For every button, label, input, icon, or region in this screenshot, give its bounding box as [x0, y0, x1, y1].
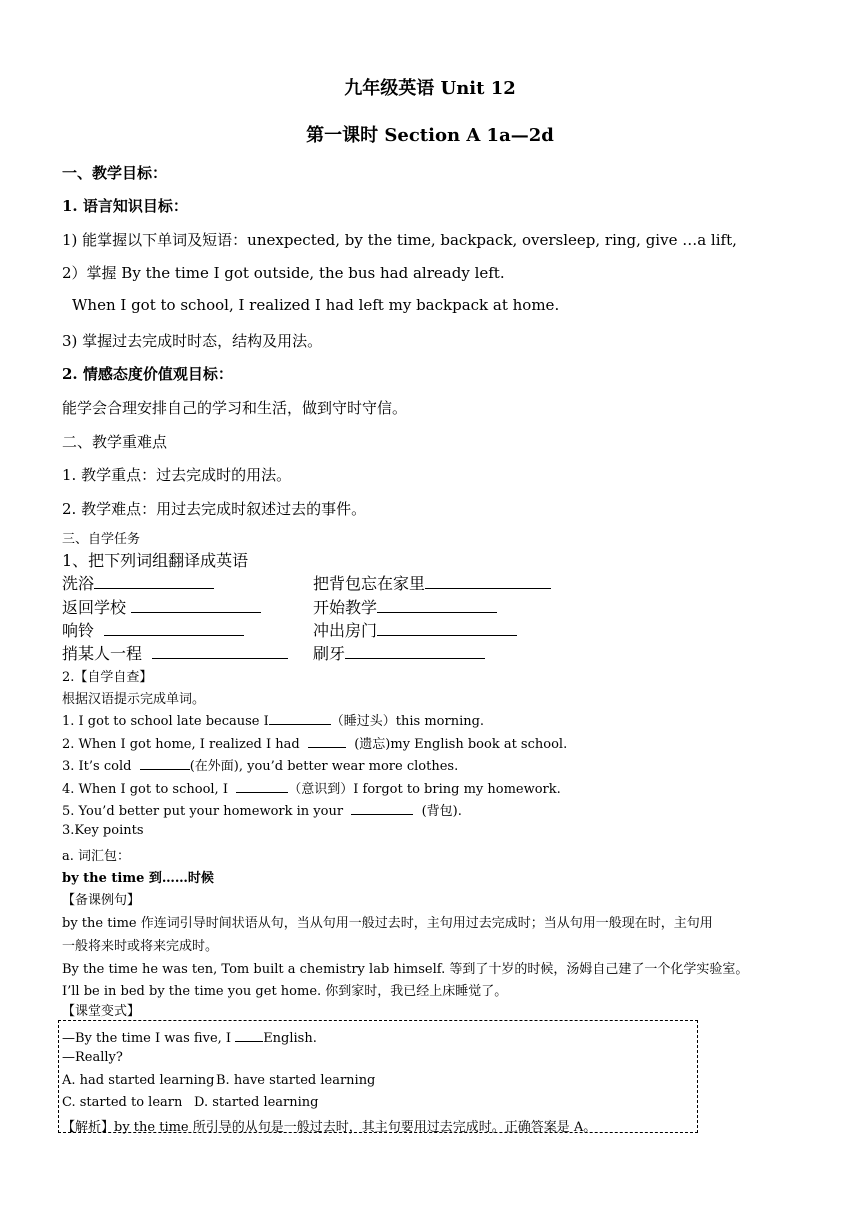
answer-blank[interactable]	[269, 710, 331, 725]
vocab-row	[62, 571, 214, 594]
section-heading-selfstudy: 三、自学任务	[62, 532, 141, 547]
vocab-term: 返回学校	[62, 598, 127, 617]
vocab-row	[62, 618, 244, 641]
question-text: 1. I got to school late because I	[62, 714, 269, 729]
question-text: (背包).	[421, 804, 462, 819]
page-subtitle: 第一课时 Section A 1a—2d	[306, 125, 554, 146]
vocab-pack-label: a. 词汇包：	[62, 849, 131, 864]
answer-blank[interactable]	[131, 598, 261, 613]
exercise-question	[62, 1027, 317, 1046]
option-d[interactable]: D. started learning	[194, 1095, 319, 1110]
question-2	[62, 733, 567, 752]
exercise-response: —Really?	[62, 1050, 123, 1065]
vocab-term: 刷牙	[313, 644, 346, 663]
task-2-description: 根据汉语提示完成单词。	[62, 692, 206, 707]
vocab-row	[313, 571, 551, 594]
answer-blank[interactable]	[152, 644, 288, 659]
question-text: 4. When I got to school, I	[62, 782, 228, 797]
question-text: （意识到）I forgot to bring my homework.	[288, 782, 561, 797]
vocab-row	[313, 618, 517, 641]
answer-blank[interactable]	[235, 1027, 263, 1042]
task-3-heading: 3.Key points	[62, 823, 144, 838]
language-objectives-heading: 1. 语言知识目标：	[62, 197, 188, 215]
vocab-term: 冲出房门	[313, 621, 378, 640]
emotional-objectives-heading: 2. 情感态度价值观目标：	[62, 365, 233, 383]
vocab-term: 把背包忘在家里	[313, 574, 426, 593]
question-3	[62, 755, 458, 774]
answer-blank[interactable]	[425, 574, 551, 589]
example-label: 【备课例句】	[62, 893, 141, 908]
objective-item-2-cont: When I got to school, I realized I had left my backpack at home.	[72, 296, 560, 314]
option-c[interactable]: C. started to learn	[62, 1095, 183, 1110]
vocab-term: 洗浴	[62, 574, 95, 593]
vocab-row	[62, 641, 288, 664]
section-heading-keypoints: 二、教学重难点	[62, 433, 168, 451]
explanation-line-2: 一般将来时或将来完成时。	[62, 939, 219, 954]
option-a[interactable]: A. had started learning	[62, 1073, 215, 1088]
question-1	[62, 710, 484, 729]
emotional-objectives-text: 能学会合理安排自己的学习和生活，做到守时守信。	[62, 399, 408, 417]
answer-blank[interactable]	[308, 733, 346, 748]
answer-blank[interactable]	[94, 574, 214, 589]
task-1-heading: 1、把下列词组翻译成英语	[62, 551, 249, 570]
answer-blank[interactable]	[377, 621, 517, 636]
option-b[interactable]: B. have started learning	[216, 1073, 376, 1088]
teaching-focus: 1. 教学重点：过去完成时的用法。	[62, 466, 292, 484]
answer-blank[interactable]	[236, 778, 288, 793]
question-text: —By the time I was five, I	[62, 1031, 232, 1046]
question-text: 2. When I got home, I realized I had	[62, 737, 300, 752]
key-term: by the time 到……时候	[62, 871, 214, 886]
question-4	[62, 778, 561, 797]
vocab-row	[313, 595, 497, 618]
vocab-row	[313, 641, 485, 664]
answer-blank[interactable]	[104, 621, 244, 636]
question-text: (遗忘)my English book at school.	[354, 737, 568, 752]
task-2-heading: 2.【自学自查】	[62, 670, 153, 685]
answer-blank[interactable]	[345, 644, 485, 659]
question-text: 3. It’s cold	[62, 759, 132, 774]
answer-blank[interactable]	[351, 800, 413, 815]
objective-item-2: 2）掌握 By the time I got outside, the bus had already left.	[62, 264, 505, 282]
answer-blank[interactable]	[377, 598, 497, 613]
question-text: 5. You’d better put your homework in your	[62, 804, 344, 819]
section-heading-objectives: 一、教学目标：	[62, 164, 168, 182]
variant-label: 【课堂变式】	[62, 1004, 141, 1019]
question-text: (在外面), you’d better wear more clothes.	[189, 759, 459, 774]
vocab-row	[62, 595, 261, 618]
example-sentence-2: I’ll be in bed by the time you get home. 你到家时，我已经上床睡觉了。	[62, 984, 508, 999]
page-title: 九年级英语 Unit 12	[344, 78, 516, 99]
vocab-term: 开始教学	[313, 598, 378, 617]
objective-item-1: 1) 能掌握以下单词及短语：unexpected, by the time, backpack, oversleep, ring, give …a lift,	[62, 231, 737, 249]
vocab-term: 响铃	[62, 621, 95, 640]
answer-blank[interactable]	[140, 755, 190, 770]
explanation-line-1: by the time 作连词引导时间状语从句，当从句用一般过去时，主句用过去完成时；当从句用一般现在时，主句用	[62, 916, 713, 931]
question-5	[62, 800, 462, 819]
question-text: English.	[263, 1031, 317, 1046]
teaching-difficulty: 2. 教学难点：用过去完成时叙述过去的事件。	[62, 500, 367, 518]
question-text: （睡过头）this morning.	[330, 714, 485, 729]
vocab-term: 捎某人一程	[62, 644, 143, 663]
example-sentence-1: By the time he was ten, Tom built a chemistry lab himself. 等到了十岁的时候，汤姆自己建了一个化学实验室。	[62, 962, 749, 977]
exercise-analysis: 【解析】by the time 所引导的从句是一般过去时，其主句要用过去完成时。正确答案是 A。	[62, 1120, 597, 1135]
objective-item-3: 3) 掌握过去完成时时态，结构及用法。	[62, 332, 323, 350]
